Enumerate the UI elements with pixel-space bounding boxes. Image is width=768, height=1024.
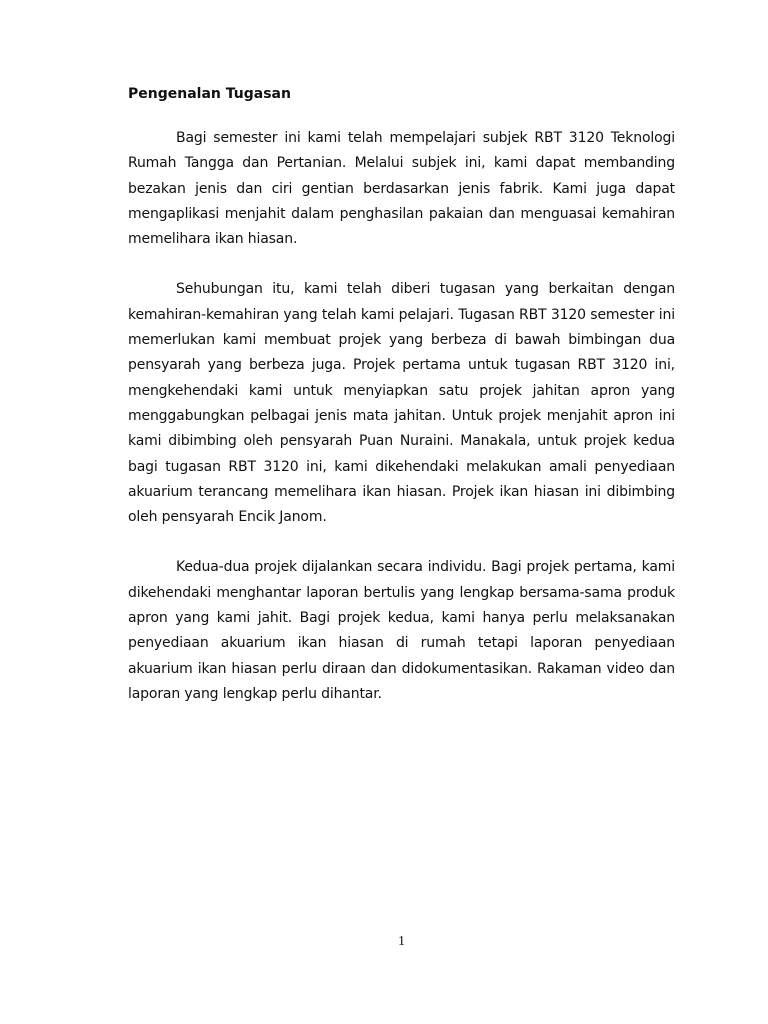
paragraph-1: Bagi semester ini kami telah mempelajari subjek RBT 3120 Teknologi Rumah Tangga dan Pertanian. Melalui subjek ini, kami dapat membanding bezakan jenis dan ciri gentian berdasarkan jenis fabrik. Kami juga dapat mengaplikasi menjahit dalam penghasilan pakaian dan menguasai kemahiran memelihara ikan hiasan. xyxy=(128,130,675,248)
paragraph-3: Kedua-dua projek dijalankan secara individu. Bagi projek pertama, kami dikehendaki menghantar laporan bertulis yang lengkap bersama-sama produk apron yang kami jahit. Bagi projek kedua, kami hanya perlu melaksanakan penyediaan akuarium ikan hiasan di rumah tetapi laporan penyediaan akuarium ikan hiasan perlu diraan dan didokumentasikan. Rakaman video dan laporan yang lengkap perlu dihantar. xyxy=(128,559,675,702)
document-body xyxy=(128,84,675,732)
section-heading: Pengenalan Tugasan xyxy=(128,86,291,102)
page-number: 1 xyxy=(398,934,405,949)
paragraph-2: Sehubungan itu, kami telah diberi tugasan yang berkaitan dengan kemahiran-kemahiran yang telah kami pelajari. Tugasan RBT 3120 semester ini memerlukan kami membuat projek yang berbeza di bawah bimbingan dua pensyarah yang berbeza juga. Projek pertama untuk tugasan RBT 3120 ini, mengkehendaki kami untuk menyiapkan satu projek jahitan apron yang menggabungkan pelbagai jenis mata jahitan. Untuk projek menjahit apron ini kami dibimbing oleh pensyarah Puan Nuraini. Manakala, untuk projek kedua bagi tugasan RBT 3120 ini, kami dikehendaki melakukan amali penyediaan akuarium terancang memelihara ikan hiasan. Projek ikan hiasan ini dibimbing oleh pensyarah Encik Janom. xyxy=(128,281,675,526)
